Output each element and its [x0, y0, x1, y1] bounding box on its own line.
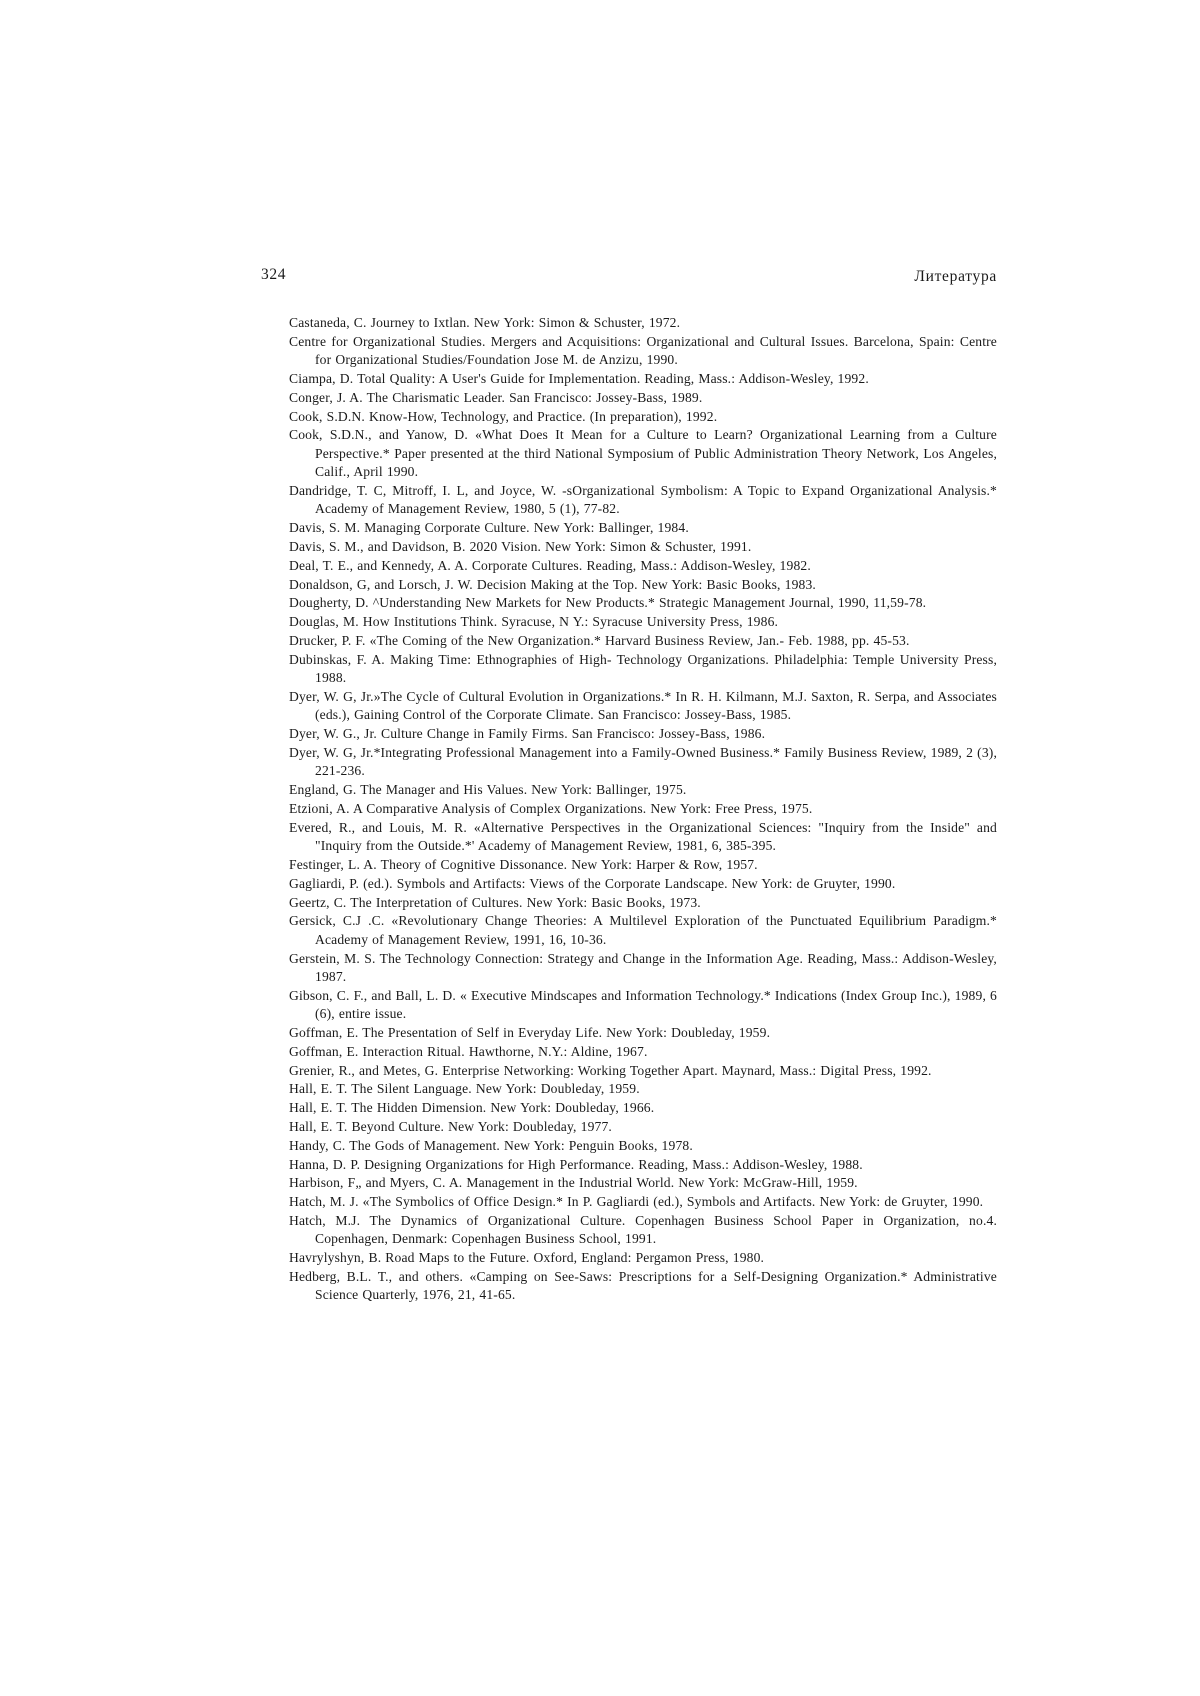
- bibliography-entry: Hall, E. T. Beyond Culture. New York: Doubleday, 1977.: [289, 1118, 612, 1134]
- page-number: 324: [261, 266, 287, 283]
- bibliography-entry: Hall, E. T. The Hidden Dimension. New York: Doubleday, 1966.: [289, 1100, 655, 1116]
- bibliography-entry: Hedberg, B.L. T., and others. «Camping on See-Saws: Prescriptions for a Self-Designing Organization.* Administrative Science Quarterly, 1976, 21, 41-65.: [289, 1268, 997, 1303]
- bibliography-entry: Dubinskas, F. A. Making Time: Ethnographies of High- Technology Organizations. Philadelphia: Temple University Press, 1988.: [289, 651, 997, 686]
- running-head: Литература: [914, 268, 997, 285]
- bibliography-entry: Hatch, M. J. «The Symbolics of Office Design.* In P. Gagliardi (ed.), Symbols and Artifacts. New York: de Gruyter, 1990.: [289, 1194, 984, 1210]
- bibliography-entry: Grenier, R., and Metes, G. Enterprise Networking: Working Together Apart. Maynard, Mass.: Digital Press, 1992.: [289, 1062, 932, 1078]
- bibliography-entry: Conger, J. A. The Charismatic Leader. San Francisco: Jossey-Bass, 1989.: [289, 389, 703, 405]
- bibliography-entry: Dyer, W. G, Jr.*Integrating Professional Management into a Family-Owned Business.* Family Business Review, 1989, 2 (3), 221-236.: [289, 744, 997, 779]
- bibliography-entry: Dougherty, D. ^Understanding New Markets for New Products.* Strategic Management Journal, 1990, 11,59-78.: [289, 595, 927, 611]
- bibliography-entry: Cook, S.D.N. Know-How, Technology, and Practice. (In preparation), 1992.: [289, 408, 718, 424]
- bibliography-entry: Handy, C. The Gods of Management. New York: Penguin Books, 1978.: [289, 1137, 693, 1153]
- bibliography-entry: Donaldson, G, and Lorsch, J. W. Decision Making at the Top. New York: Basic Books, 1983.: [289, 576, 816, 592]
- bibliography-entry: England, G. The Manager and His Values. New York: Ballinger, 1975.: [289, 782, 687, 798]
- bibliography-entry: Drucker, P. F. «The Coming of the New Organization.* Harvard Business Review, Jan.- Feb. 1988, pp. 45-53.: [289, 632, 910, 648]
- page-header: [261, 266, 997, 292]
- bibliography-entry: Hanna, D. P. Designing Organizations for High Performance. Reading, Mass.: Addison-Wesley, 1988.: [289, 1156, 863, 1172]
- bibliography-entry: Deal, T. E., and Kennedy, A. A. Corporate Cultures. Reading, Mass.: Addison-Wesley, 1982.: [289, 557, 811, 573]
- bibliography-entry: Goffman, E. The Presentation of Self in Everyday Life. New York: Doubleday, 1959.: [289, 1024, 771, 1040]
- bibliography-entry: Gibson, C. F., and Ball, L. D. « Executive Mindscapes and Information Technology.* Indications (Index Group Inc.), 1989, 6 (6), entire issue.: [289, 987, 997, 1022]
- bibliography-entry: Cook, S.D.N., and Yanow, D. «What Does It Mean for a Culture to Learn? Organizational Learning from a Culture Perspective.* Paper presented at the third National Symposium of Public Administration Theory Network, Los Angeles, Calif., April 1990.: [289, 427, 997, 480]
- bibliography-entry: Hall, E. T. The Silent Language. New York: Doubleday, 1959.: [289, 1081, 640, 1097]
- bibliography-entry: Gersick, C.J .C. «Revolutionary Change Theories: A Multilevel Exploration of the Punctuated Equilibrium Paradigm.* Academy of Management Review, 1991, 16, 10-36.: [289, 913, 997, 947]
- bibliography-entry: Castaneda, C. Journey to Ixtlan. New York: Simon & Schuster, 1972.: [289, 315, 681, 330]
- bibliography-entry: Ciampa, D. Total Quality: A User's Guide for Implementation. Reading, Mass.: Addison-Wesley, 1992.: [289, 371, 869, 386]
- bibliography-entry: Geertz, C. The Interpretation of Cultures. New York: Basic Books, 1973.: [289, 894, 701, 910]
- bibliography-list: [289, 314, 997, 1305]
- bibliography-entry: Harbison, F„ and Myers, C. A. Management in the Industrial World. New York: McGraw-Hill, 1959.: [289, 1175, 858, 1191]
- bibliography-entry: Davis, S. M., and Davidson, B. 2020 Vision. New York: Simon & Schuster, 1991.: [289, 539, 752, 554]
- bibliography-entry: Dandridge, T. C, Mitroff, I. L, and Joyce, W. -sOrganizational Symbolism: A Topic to Expand Organizational Analysis.* Academy of Management Review, 1980, 5 (1), 77-82.: [289, 483, 997, 517]
- bibliography-entry: Goffman, E. Interaction Ritual. Hawthorne, N.Y.: Aldine, 1967.: [289, 1043, 648, 1059]
- bibliography-entry: Gerstein, M. S. The Technology Connection: Strategy and Change in the Information Age. Reading, Mass.: Addison-Wesley, 1987.: [289, 950, 997, 984]
- bibliography-entry: Centre for Organizational Studies. Mergers and Acquisitions: Organizational and Cultural Issues. Barcelona, Spain: Centre for Organizational Studies/Foundation Jose M. de Anzizu, 1990.: [289, 333, 997, 368]
- bibliography-entry: Davis, S. M. Managing Corporate Culture. New York: Ballinger, 1984.: [289, 520, 689, 536]
- bibliography-entry: Evered, R., and Louis, M. R. «Alternative Perspectives in the Organizational Sciences: "Inquiry from the Inside" and "Inquiry from the Outside.*' Academy of Management Review, 1981, 6, 385-395.: [289, 819, 997, 854]
- bibliography-entry: Dyer, W. G., Jr. Culture Change in Family Firms. San Francisco: Jossey-Bass, 1986.: [289, 726, 766, 742]
- bibliography-entry: Festinger, L. A. Theory of Cognitive Dissonance. New York: Harper & Row, 1957.: [289, 856, 758, 872]
- bibliography-entry: Dyer, W. G, Jr.»The Cycle of Cultural Evolution in Organizations.* In R. H. Kilmann, M.J. Saxton, R. Serpa, and Associates (eds.), Gaining Control of the Corporate Climate. San Francisco: Jossey-Bass, 1985.: [289, 688, 997, 723]
- bibliography-entry: Etzioni, A. A Comparative Analysis of Complex Organizations. New York: Free Press, 1975.: [289, 800, 813, 816]
- bibliography-entry: Havrylyshyn, B. Road Maps to the Future. Oxford, England: Pergamon Press, 1980.: [289, 1250, 765, 1266]
- bibliography-entry: Douglas, M. How Institutions Think. Syracuse, N Y.: Syracuse University Press, 1986.: [289, 614, 779, 630]
- bibliography-entry: Gagliardi, P. (ed.). Symbols and Artifacts: Views of the Corporate Landscape. New York: de Gruyter, 1990.: [289, 875, 896, 891]
- bibliography-entry: Hatch, M.J. The Dynamics of Organizational Culture. Copenhagen Business School Paper in Organization, no.4. Copenhagen, Denmark: Copenhagen Business School, 1991.: [289, 1212, 997, 1247]
